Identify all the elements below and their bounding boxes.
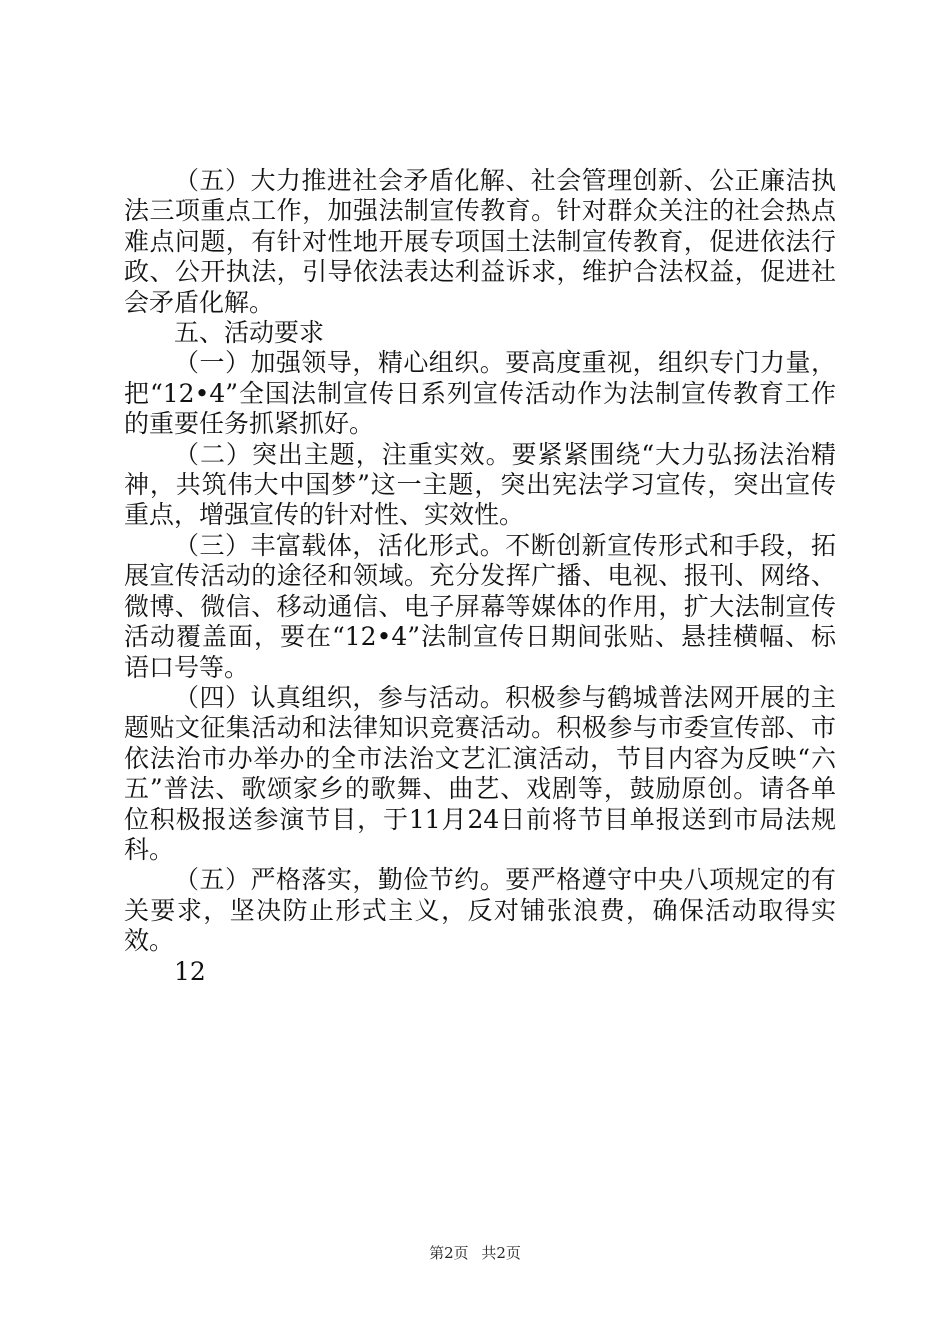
page-footer: [0, 1243, 950, 1263]
paragraph-requirement-1: （一）加强领导，精心组织。要高度重视，组织专门力量，把“12•4”全国法制宣传日系列宣传活动作为法制宣传教育工作的重要任务抓紧抓好。: [124, 348, 836, 439]
page-number-current: 第2页: [429, 1244, 469, 1262]
document-body: [124, 166, 836, 987]
paragraph-requirement-3: （三）丰富载体，活化形式。不断创新宣传形式和手段，拓展宣传活动的途径和领域。充分发挥广播、电视、报刊、网络、微博、微信、移动通信、电子屏幕等媒体的作用，扩大法制宣传活动覆盖面，要在“12•4”法制宣传日期间张贴、悬挂横幅、标语口号等。: [124, 530, 836, 682]
paragraph-measure-5: （五）大力推进社会矛盾化解、社会管理创新、公正廉洁执法三项重点工作，加强法制宣传教育。针对群众关注的社会热点难点问题，有针对性地开展专项国土法制宣传教育，促进依法行政、公开执法，引导依法表达利益诉求，维护合法权益，促进社会矛盾化解。: [124, 166, 836, 317]
paragraph-trailing-number: 12: [174, 956, 206, 986]
paragraph-requirement-4: （四）认真组织，参与活动。积极参与鹤城普法网开展的主题贴文征集活动和法律知识竞赛活动。积极参与市委宣传部、市依法治市办举办的全市法治文艺汇演活动，节目内容为反映“六五”普法、歌颂家乡的歌舞、曲艺、戏剧等，鼓励原创。请各单位积极报送参演节目，于11月24日前将节目单报送到市局法规科。: [124, 682, 836, 864]
paragraph-requirement-5: （五）严格落实，勤俭节约。要严格遵守中央八项规定的有关要求，坚决防止形式主义，反对铺张浪费，确保活动取得实效。: [124, 865, 836, 956]
paragraph-requirement-2: （二）突出主题，注重实效。要紧紧围绕“大力弘扬法治精神，共筑伟大中国梦”这一主题，突出宪法学习宣传，突出宣传重点，增强宣传的针对性、实效性。: [124, 439, 836, 530]
page-number-total: 共2页: [481, 1244, 521, 1262]
section-heading-activity-requirements: 五、活动要求: [174, 318, 325, 348]
